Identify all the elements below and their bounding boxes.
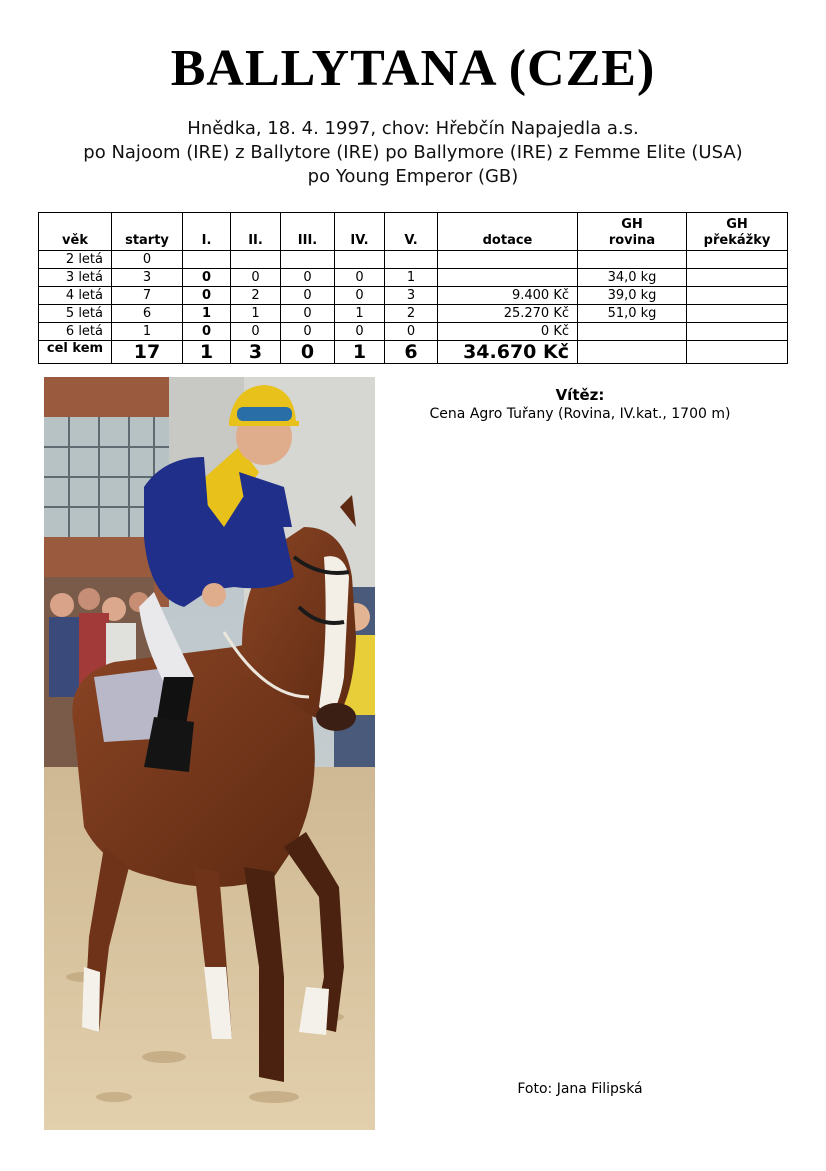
cell-fourth: 1 — [335, 305, 385, 323]
cell-fifth: 0 — [385, 323, 438, 341]
cell-gh-flat — [578, 251, 687, 269]
cell-first: 0 — [183, 287, 231, 305]
table-row — [39, 323, 788, 341]
header-gh-jump-line2: překážky — [703, 233, 771, 248]
table-row — [39, 251, 788, 269]
header-starts: starty — [112, 213, 183, 251]
header-second: II. — [231, 213, 281, 251]
table-row — [39, 287, 788, 305]
cell-total-gh-flat — [578, 341, 687, 364]
cell-gh-flat: 39,0 kg — [578, 287, 687, 305]
cell-gh-jump — [687, 251, 788, 269]
cell-starts: 7 — [112, 287, 183, 305]
cell-age: 3 letá — [39, 269, 112, 287]
header-fourth: IV. — [335, 213, 385, 251]
cell-first: 0 — [183, 323, 231, 341]
header-gh-jump — [687, 213, 788, 251]
cell-first: 1 — [183, 305, 231, 323]
cell-fourth: 0 — [335, 323, 385, 341]
photo-credit: Foto: Jana Filipská — [517, 1081, 643, 1097]
cell-total-fifth: 6 — [385, 341, 438, 364]
header-first: I. — [183, 213, 231, 251]
cell-gh-flat: 34,0 kg — [578, 269, 687, 287]
cell-gh-jump — [687, 305, 788, 323]
cell-total-second: 3 — [231, 341, 281, 364]
cell-total-third: 0 — [281, 341, 335, 364]
table-header-row — [39, 213, 788, 251]
cell-second: 1 — [231, 305, 281, 323]
cell-prize: 25.270 Kč — [438, 305, 578, 323]
header-third: III. — [281, 213, 335, 251]
cell-age: 2 letá — [39, 251, 112, 269]
race-statistics-table — [38, 212, 788, 364]
header-fifth: V. — [385, 213, 438, 251]
table-total-row — [39, 341, 788, 364]
winner-race: Cena Agro Tuřany (Rovina, IV.kat., 1700 m) — [429, 406, 731, 422]
cell-total-first: 1 — [183, 341, 231, 364]
cell-prize — [438, 251, 578, 269]
cell-age: 5 letá — [39, 305, 112, 323]
cell-total-gh-jump — [687, 341, 788, 364]
cell-age: 6 letá — [39, 323, 112, 341]
cell-second: 0 — [231, 269, 281, 287]
cell-second: 2 — [231, 287, 281, 305]
cell-total-fourth: 1 — [335, 341, 385, 364]
cell-gh-flat — [578, 323, 687, 341]
pedigree-line-2: po Najoom (IRE) z Ballytore (IRE) po Ballymore (IRE) z Femme Elite (USA) — [83, 142, 743, 163]
horse-photo — [44, 377, 375, 1130]
pedigree-line-3: po Young Emperor (GB) — [307, 166, 519, 187]
header-age: věk — [39, 213, 112, 251]
header-gh-flat-line2: rovina — [608, 233, 656, 248]
cell-first: 0 — [183, 269, 231, 287]
cell-fifth: 3 — [385, 287, 438, 305]
cell-second: 0 — [231, 323, 281, 341]
cell-third: 0 — [281, 305, 335, 323]
cell-starts: 6 — [112, 305, 183, 323]
cell-gh-jump — [687, 269, 788, 287]
cell-fourth — [335, 251, 385, 269]
cell-fifth — [385, 251, 438, 269]
cell-total-label: cel kem — [39, 341, 112, 364]
cell-third: 0 — [281, 287, 335, 305]
cell-gh-jump — [687, 287, 788, 305]
header-prize: dotace — [438, 213, 578, 251]
cell-fifth: 1 — [385, 269, 438, 287]
cell-gh-jump — [687, 323, 788, 341]
cell-gh-flat: 51,0 kg — [578, 305, 687, 323]
table-row — [39, 269, 788, 287]
cell-first — [183, 251, 231, 269]
cell-total-prize: 34.670 Kč — [438, 341, 578, 364]
cell-second — [231, 251, 281, 269]
cell-starts: 1 — [112, 323, 183, 341]
winner-label: Vítěz: — [555, 386, 605, 404]
cell-starts: 3 — [112, 269, 183, 287]
header-gh-flat — [578, 213, 687, 251]
cell-prize — [438, 269, 578, 287]
cell-fifth: 2 — [385, 305, 438, 323]
cell-third: 0 — [281, 323, 335, 341]
cell-total-starts: 17 — [112, 341, 183, 364]
cell-starts: 0 — [112, 251, 183, 269]
cell-prize: 0 Kč — [438, 323, 578, 341]
cell-age: 4 letá — [39, 287, 112, 305]
cell-third: 0 — [281, 269, 335, 287]
cell-third — [281, 251, 335, 269]
horse-name-title: BALLYTANA (CZE) — [170, 40, 656, 97]
cell-fourth: 0 — [335, 287, 385, 305]
header-gh-jump-line1: GH — [726, 217, 748, 232]
cell-prize: 9.400 Kč — [438, 287, 578, 305]
header-gh-flat-line1: GH — [621, 217, 643, 232]
table-row — [39, 305, 788, 323]
horse-description-line-1: Hnědka, 18. 4. 1997, chov: Hřebčín Napajedla a.s. — [187, 118, 639, 139]
cell-fourth: 0 — [335, 269, 385, 287]
